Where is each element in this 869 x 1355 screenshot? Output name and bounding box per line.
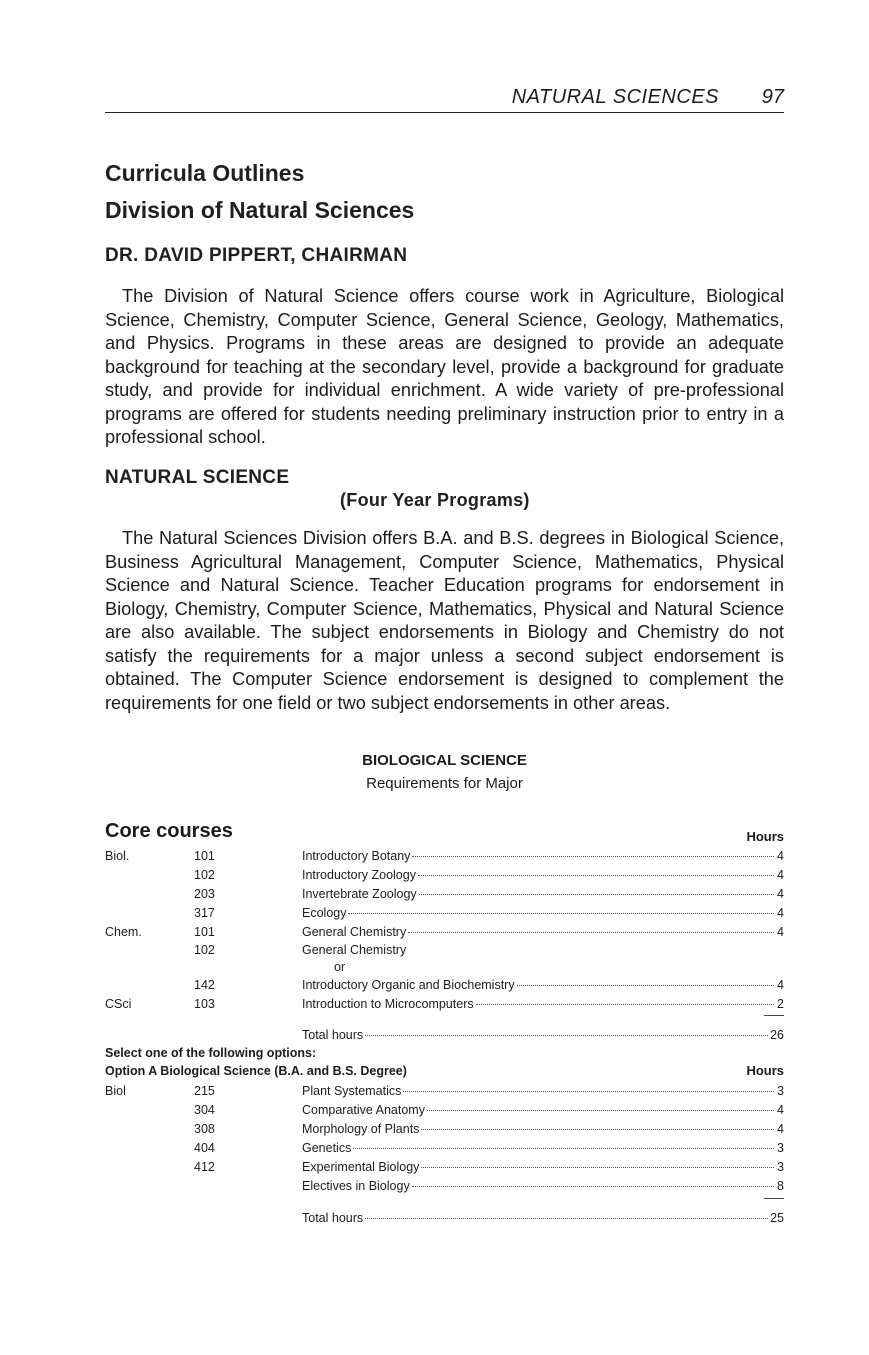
course-subject: Biol (105, 1084, 126, 1098)
course-hours: 4 (777, 906, 784, 920)
total-row (105, 1026, 784, 1044)
course-number: 103 (194, 997, 215, 1011)
course-hours: 4 (777, 978, 784, 992)
total-hours: 26 (770, 1028, 784, 1042)
select-option-note: Select one of the following options: (105, 1046, 317, 1060)
course-number: 101 (194, 849, 215, 863)
four-year-subheading: (Four Year Programs) (340, 490, 530, 510)
option-a-heading: Option A Biological Science (B.A. and B.S. Degree) (105, 1064, 407, 1078)
table-row (105, 1082, 784, 1100)
page-title-line1: Curricula Outlines (105, 160, 305, 186)
course-number: 317 (194, 906, 215, 920)
course-hours: 4 (777, 1122, 784, 1136)
course-title: Introduction to Microcomputers (302, 997, 474, 1011)
running-header-section: NATURAL SCIENCES (511, 86, 719, 108)
total-label: Total hours (302, 1028, 364, 1042)
page-number: 97 (761, 86, 784, 108)
course-hours: 8 (777, 1179, 784, 1193)
course-title: Introductory Organic and Biochemistry (302, 978, 515, 992)
table-row (105, 1158, 784, 1176)
table-row (105, 866, 784, 884)
course-subject: Chem. (105, 925, 142, 939)
course-hours: 4 (777, 1103, 784, 1117)
course-number: 102 (194, 943, 215, 957)
natural-science-paragraph: The Natural Sciences Division offers B.A. and B.S. degrees in Biological Science, Business Agricultural Management, Computer Science, Mathematics, Physical Science and Natural Science. Teacher Education programs for endorsement in Biology, Chemistry, Computer Science, Mathematics, Physical and Natural Science are also available. The subject endorsements in Biology and Chemistry do not satisfy the requirements for a major unless a second subject endorsement is obtained. The Computer Science endorsement is designed to complement the requirements for one field or two subject endorsements in other areas. (105, 528, 784, 713)
requirements-subheading: Requirements for Major (366, 775, 523, 792)
course-hours: 2 (777, 997, 784, 1011)
table-row (105, 904, 784, 922)
sum-rule (764, 1198, 784, 1199)
course-title: Electives in Biology (302, 1179, 410, 1193)
course-number: 304 (194, 1103, 215, 1117)
course-subject: CSci (105, 997, 132, 1011)
course-title: Experimental Biology (302, 1160, 420, 1174)
course-hours: 3 (777, 1141, 784, 1155)
sum-rule (764, 1015, 784, 1016)
course-title: Plant Systematics (302, 1084, 402, 1098)
course-hours: 4 (777, 925, 784, 939)
course-hours: 3 (777, 1084, 784, 1098)
table-row (105, 885, 784, 903)
table-row (105, 995, 784, 1013)
core-courses-heading: Core courses (105, 820, 233, 842)
course-title: Comparative Anatomy (302, 1103, 425, 1117)
chairman-heading: DR. DAVID PIPPERT, CHAIRMAN (105, 245, 408, 266)
course-hours: 4 (777, 887, 784, 901)
course-title: General Chemistry (302, 943, 407, 957)
course-title: Introductory Botany (302, 849, 411, 863)
table-row (105, 976, 784, 994)
course-hours: 4 (777, 868, 784, 882)
course-number: 102 (194, 868, 215, 882)
total-hours: 25 (770, 1211, 784, 1225)
table-row (105, 1177, 784, 1195)
running-header (105, 86, 784, 110)
course-title: Genetics (302, 1141, 352, 1155)
table-row (105, 941, 784, 959)
course-number: 215 (194, 1084, 215, 1098)
course-number: 142 (194, 978, 215, 992)
course-hours: 4 (777, 849, 784, 863)
total-label: Total hours (302, 1211, 364, 1225)
course-title: Morphology of Plants (302, 1122, 420, 1136)
course-subject: Biol. (105, 849, 130, 863)
table-row (105, 1101, 784, 1119)
course-number: 308 (194, 1122, 215, 1136)
course-number: 101 (194, 925, 215, 939)
course-title: Invertebrate Zoology (302, 887, 417, 901)
table-row (105, 847, 784, 865)
header-rule (105, 112, 784, 113)
course-title: Introductory Zoology (302, 868, 416, 882)
core-hours-header: Hours (746, 829, 784, 844)
or-connector: or (334, 960, 346, 974)
biological-science-heading: BIOLOGICAL SCIENCE (362, 752, 527, 769)
intro-paragraph: The Division of Natural Science offers course work in Agriculture, Biological Science, Chemistry, Computer Science, General Science, Geology, Mathematics, and Physics. Programs in these areas are designed to provide an adequate background for teaching at the secondary level, provide a background for graduate study, and provide for individual enrichment. A wide variety of pre-professional programs are offered for students needing preliminary instruction prior to entry in a professional school. (105, 286, 784, 447)
table-row (105, 1139, 784, 1157)
table-row (105, 1120, 784, 1138)
natural-science-heading: NATURAL SCIENCE (105, 467, 290, 488)
page-title-line2: Division of Natural Sciences (105, 197, 415, 223)
table-row (105, 923, 784, 941)
option-a-hours-header: Hours (746, 1063, 784, 1078)
course-number: 203 (194, 887, 215, 901)
course-title: Ecology (302, 906, 347, 920)
course-hours: 3 (777, 1160, 784, 1174)
course-title: General Chemistry (302, 925, 407, 939)
course-number: 404 (194, 1141, 215, 1155)
course-number: 412 (194, 1160, 215, 1174)
total-row (105, 1209, 784, 1227)
